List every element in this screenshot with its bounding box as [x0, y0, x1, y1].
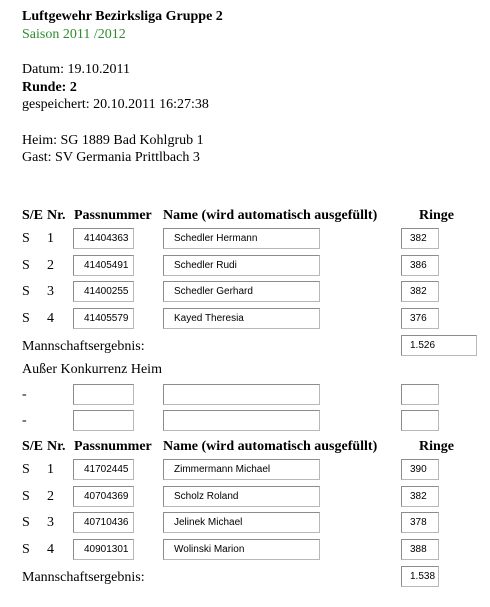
- pass-number-input[interactable]: [73, 410, 134, 431]
- row-nr: 4: [47, 311, 54, 326]
- rings-input[interactable]: 386: [401, 255, 439, 276]
- rings-input[interactable]: [401, 384, 439, 405]
- pass-number-input[interactable]: 40704369: [73, 486, 134, 507]
- name-field[interactable]: [163, 410, 320, 431]
- col-header-pass: Passnummer: [74, 439, 152, 454]
- row-nr: 4: [47, 542, 54, 557]
- guest-team-result-field[interactable]: 1.538: [401, 566, 439, 587]
- name-field[interactable]: Scholz Roland: [163, 486, 320, 507]
- name-field[interactable]: Zimmermann Michael: [163, 459, 320, 480]
- col-header-name: Name (wird automatisch ausgefüllt): [163, 439, 378, 454]
- row-se: S: [22, 515, 30, 530]
- home-team-result-label: Mannschaftsergebnis:: [22, 339, 145, 354]
- name-field[interactable]: Schedler Hermann: [163, 228, 320, 249]
- col-header-nr: Nr.: [47, 208, 66, 223]
- ak-section-label: Außer Konkurrenz Heim: [22, 362, 162, 377]
- row-nr: 1: [47, 462, 54, 477]
- name-field[interactable]: Wolinski Marion: [163, 539, 320, 560]
- rings-input[interactable]: 388: [401, 539, 439, 560]
- row-se: -: [22, 413, 27, 428]
- pass-number-input[interactable]: 41400255: [73, 281, 134, 302]
- row-se: S: [22, 258, 30, 273]
- row-se: -: [22, 387, 27, 402]
- col-header-nr: Nr.: [47, 439, 66, 454]
- home-team-label: Heim: SG 1889 Bad Kohlgrub 1: [22, 133, 204, 148]
- row-nr: 1: [47, 231, 54, 246]
- row-se: S: [22, 462, 30, 477]
- saved-label: gespeichert: 20.10.2011 16:27:38: [22, 97, 209, 112]
- col-header-se: S/E: [22, 439, 44, 454]
- pass-number-input[interactable]: 41404363: [73, 228, 134, 249]
- name-field[interactable]: Schedler Rudi: [163, 255, 320, 276]
- page-title: Luftgewehr Bezirksliga Gruppe 2: [22, 9, 223, 24]
- name-field[interactable]: Jelinek Michael: [163, 512, 320, 533]
- row-nr: 2: [47, 258, 54, 273]
- pass-number-input[interactable]: 40901301: [73, 539, 134, 560]
- col-header-rings: Ringe: [419, 208, 454, 223]
- rings-input[interactable]: 382: [401, 486, 439, 507]
- home-team-result-field[interactable]: 1.526: [401, 335, 477, 356]
- guest-team-label: Gast: SV Germania Prittlbach 3: [22, 150, 200, 165]
- rings-input[interactable]: 382: [401, 281, 439, 302]
- row-se: S: [22, 311, 30, 326]
- pass-number-input[interactable]: 40710436: [73, 512, 134, 533]
- pass-number-input[interactable]: 41405579: [73, 308, 134, 329]
- rings-input[interactable]: 378: [401, 512, 439, 533]
- row-se: S: [22, 284, 30, 299]
- row-nr: 3: [47, 284, 54, 299]
- row-se: S: [22, 542, 30, 557]
- round-label: Runde: 2: [22, 80, 77, 95]
- pass-number-input[interactable]: 41405491: [73, 255, 134, 276]
- row-nr: 2: [47, 489, 54, 504]
- guest-team-result-label: Mannschaftsergebnis:: [22, 570, 145, 585]
- pass-number-input[interactable]: 41702445: [73, 459, 134, 480]
- name-field[interactable]: [163, 384, 320, 405]
- col-header-se: S/E: [22, 208, 44, 223]
- col-header-rings: Ringe: [419, 439, 454, 454]
- row-nr: 3: [47, 515, 54, 530]
- rings-input[interactable]: 390: [401, 459, 439, 480]
- rings-input[interactable]: [401, 410, 439, 431]
- rings-input[interactable]: 382: [401, 228, 439, 249]
- row-se: S: [22, 231, 30, 246]
- rings-input[interactable]: 376: [401, 308, 439, 329]
- col-header-name: Name (wird automatisch ausgefüllt): [163, 208, 378, 223]
- row-se: S: [22, 489, 30, 504]
- date-label: Datum: 19.10.2011: [22, 62, 130, 77]
- season-label: Saison 2011 /2012: [22, 27, 126, 42]
- pass-number-input[interactable]: [73, 384, 134, 405]
- name-field[interactable]: Kayed Theresia: [163, 308, 320, 329]
- name-field[interactable]: Schedler Gerhard: [163, 281, 320, 302]
- col-header-pass: Passnummer: [74, 208, 152, 223]
